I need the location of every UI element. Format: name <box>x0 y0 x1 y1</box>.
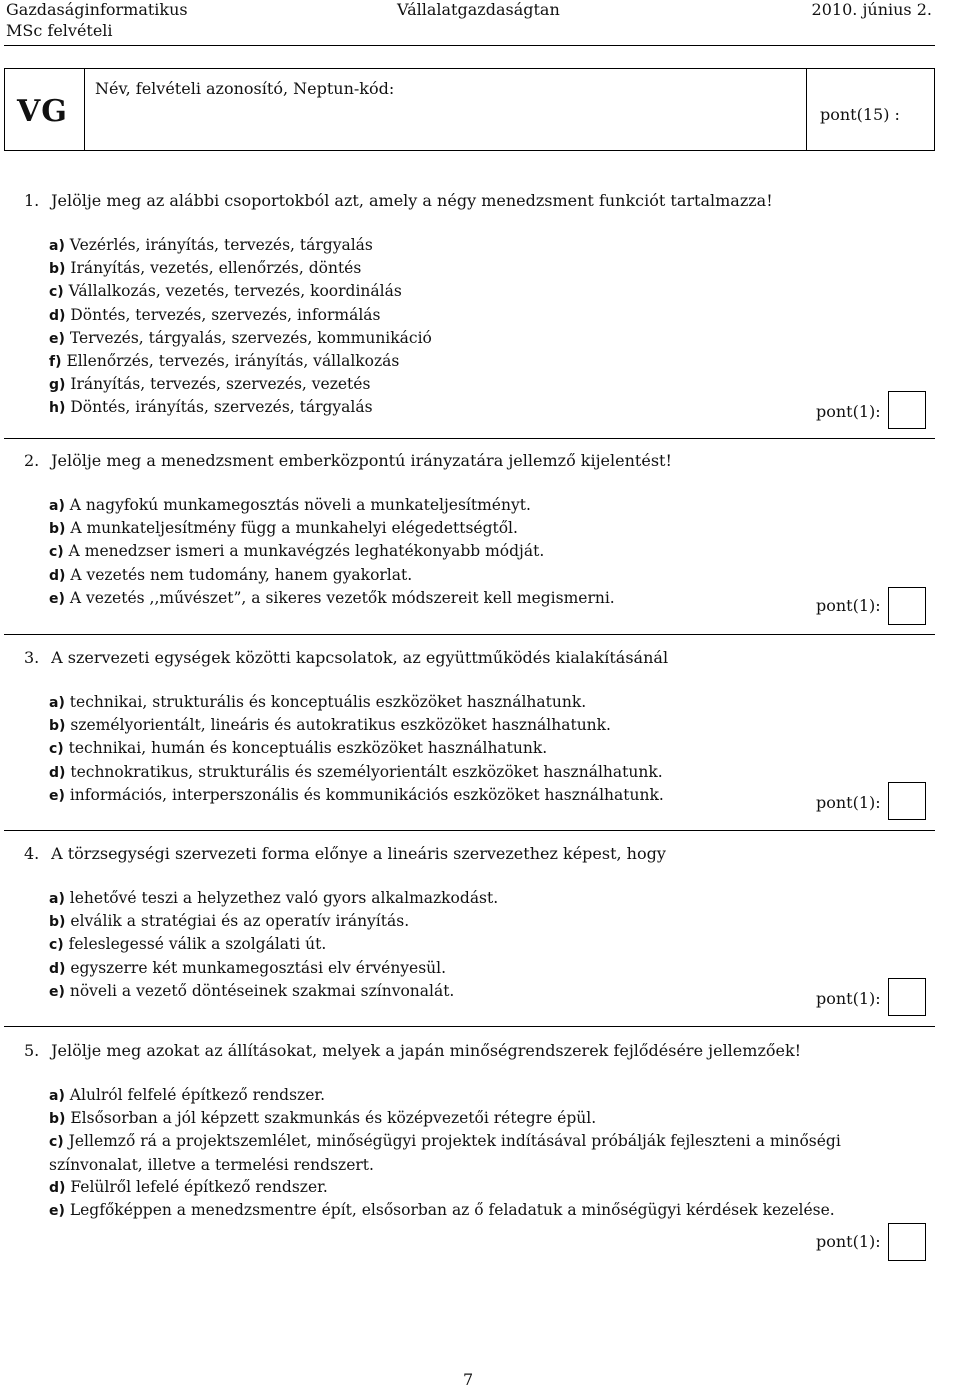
answer-option[interactable]: c) technikai, humán és konceptuális eszközöket használhatunk. <box>49 739 548 758</box>
points-label: pont(1): <box>816 1232 881 1251</box>
points-label: pont(1): <box>816 793 881 812</box>
answer-option[interactable]: c) A menedzser ismeri a munkavégzés leghatékonyabb módját. <box>49 542 545 561</box>
question-number: 3. <box>24 648 40 667</box>
total-points-label: pont(15) : <box>820 105 900 124</box>
answer-box[interactable] <box>888 1223 926 1261</box>
answer-option[interactable]: b) elválik a stratégiai és az operatív irányítás. <box>49 912 410 931</box>
question-prompt: Jelölje meg az alábbi csoportokból azt, amely a négy menedzsment funkciót tartalmazza! <box>51 191 773 210</box>
question-prompt: A szervezeti egységek közötti kapcsolatok, az együttműködés kialakításánál <box>51 648 669 667</box>
question-number: 4. <box>24 844 40 863</box>
header-date: 2010. június 2. <box>811 0 932 19</box>
question-text <box>24 648 668 667</box>
answer-option[interactable]: a) A nagyfokú munkamegosztás növeli a munkateljesítményt. <box>49 496 531 514</box>
question-text <box>24 1041 801 1060</box>
answer-option[interactable]: f) Ellenőrzés, tervezés, irányítás, vállalkozás <box>49 352 400 371</box>
header-subject: Vállalatgazdaságtan <box>397 0 560 19</box>
points-label: pont(1): <box>816 402 881 421</box>
answer-option[interactable]: e) Legfőképpen a menedzsmentre épít, elsősorban az ő feladatuk a minőségügyi kérdések kezelése. <box>49 1201 835 1220</box>
question-number: 1. <box>24 191 40 210</box>
question-text <box>24 844 666 863</box>
points-label: pont(1): <box>816 989 881 1008</box>
answer-options <box>49 1084 939 1222</box>
answer-option[interactable]: b) Elsősorban a jól képzett szakmunkás és középvezetői rétegre épül. <box>49 1109 597 1128</box>
answer-option[interactable]: c) feleslegessé válik a szolgálati út. <box>49 935 327 954</box>
page-number: 7 <box>463 1370 474 1389</box>
answer-option[interactable]: a) technikai, strukturális és konceptuális eszközöket használhatunk. <box>49 693 587 711</box>
answer-option[interactable]: a) lehetővé teszi a helyzethez való gyors alkalmazkodást. <box>49 889 499 907</box>
answer-box[interactable] <box>888 391 926 429</box>
answer-option[interactable]: a) Alulról felfelé építkező rendszer. <box>49 1086 326 1104</box>
name-field-label[interactable]: Név, felvételi azonosító, Neptun-kód: <box>95 79 395 98</box>
answer-option[interactable]: e) A vezetés ,,művészet”, a sikeres vezetők módszereit kell megismerni. <box>49 588 615 607</box>
answer-option[interactable]: e) növeli a vezető döntéseinek szakmai színvonalát. <box>49 981 455 1000</box>
question-text <box>24 451 672 470</box>
answer-option[interactable]: d) technokratikus, strukturális és személyorientált eszközöket használhatunk. <box>49 762 663 781</box>
box-divider <box>84 69 85 150</box>
answer-box[interactable] <box>888 782 926 820</box>
answer-option[interactable]: b) személyorientált, lineáris és autokratikus eszközöket használhatunk. <box>49 716 611 735</box>
answer-option[interactable]: d) A vezetés nem tudomány, hanem gyakorlat. <box>49 565 413 584</box>
question-text <box>24 191 773 210</box>
header-program: Gazdaságinformatikus <box>6 0 188 19</box>
answer-option[interactable]: b) A munkateljesítmény függ a munkahelyi elégedettségtől. <box>49 519 518 538</box>
header-exam-type: MSc felvételi <box>6 21 113 40</box>
subject-code: VG <box>17 94 68 129</box>
points-label: pont(1): <box>816 596 881 615</box>
header-divider <box>4 45 935 46</box>
answer-option[interactable]: d) Felülről lefelé építkező rendszer. <box>49 1177 328 1196</box>
answer-option[interactable]: b) Irányítás, vezetés, ellenőrzés, döntés <box>49 259 362 278</box>
answer-option[interactable]: h) Döntés, irányítás, szervezés, tárgyalás <box>49 398 373 417</box>
answer-options <box>49 691 664 807</box>
answer-option[interactable]: e) Tervezés, tárgyalás, szervezés, kommunikáció <box>49 328 432 347</box>
answer-option[interactable]: e) információs, interperszonális és kommunikációs eszközöket használhatunk. <box>49 785 664 804</box>
question-divider <box>4 830 935 831</box>
answer-options <box>49 494 615 610</box>
question-prompt: Jelölje meg a menedzsment emberközpontú irányzatára jellemző kijelentést! <box>51 451 672 470</box>
question-prompt: A törzsegységi szervezeti forma előnye a lineáris szervezethez képest, hogy <box>51 844 666 863</box>
answer-box[interactable] <box>888 978 926 1016</box>
question-divider <box>4 634 935 635</box>
question-number: 5. <box>24 1041 40 1060</box>
answer-option[interactable]: c) Jellemző rá a projektszemlélet, minőségügyi projektek indításával próbálják fejleszteni a minőségi színvonalat, illetve a termelési rendszert. <box>49 1132 841 1174</box>
answer-option[interactable]: g) Irányítás, tervezés, szervezés, vezetés <box>49 375 371 394</box>
answer-option[interactable]: a) Vezérlés, irányítás, tervezés, tárgyalás <box>49 236 373 254</box>
identification-box <box>4 68 935 151</box>
question-prompt: Jelölje meg azokat az állításokat, melyek a japán minőségrendszerek fejlődésére jellemzőek! <box>51 1041 802 1060</box>
answer-option[interactable]: c) Vállalkozás, vezetés, tervezés, koordinálás <box>49 282 402 301</box>
answer-options <box>49 234 432 420</box>
answer-options <box>49 887 498 1003</box>
question-number: 2. <box>24 451 40 470</box>
question-divider <box>4 1026 935 1027</box>
question-divider <box>4 438 935 439</box>
box-divider <box>806 69 807 150</box>
answer-option[interactable]: d) Döntés, tervezés, szervezés, informálás <box>49 305 381 324</box>
answer-box[interactable] <box>888 587 926 625</box>
answer-option[interactable]: d) egyszerre két munkamegosztási elv érvényesül. <box>49 958 447 977</box>
